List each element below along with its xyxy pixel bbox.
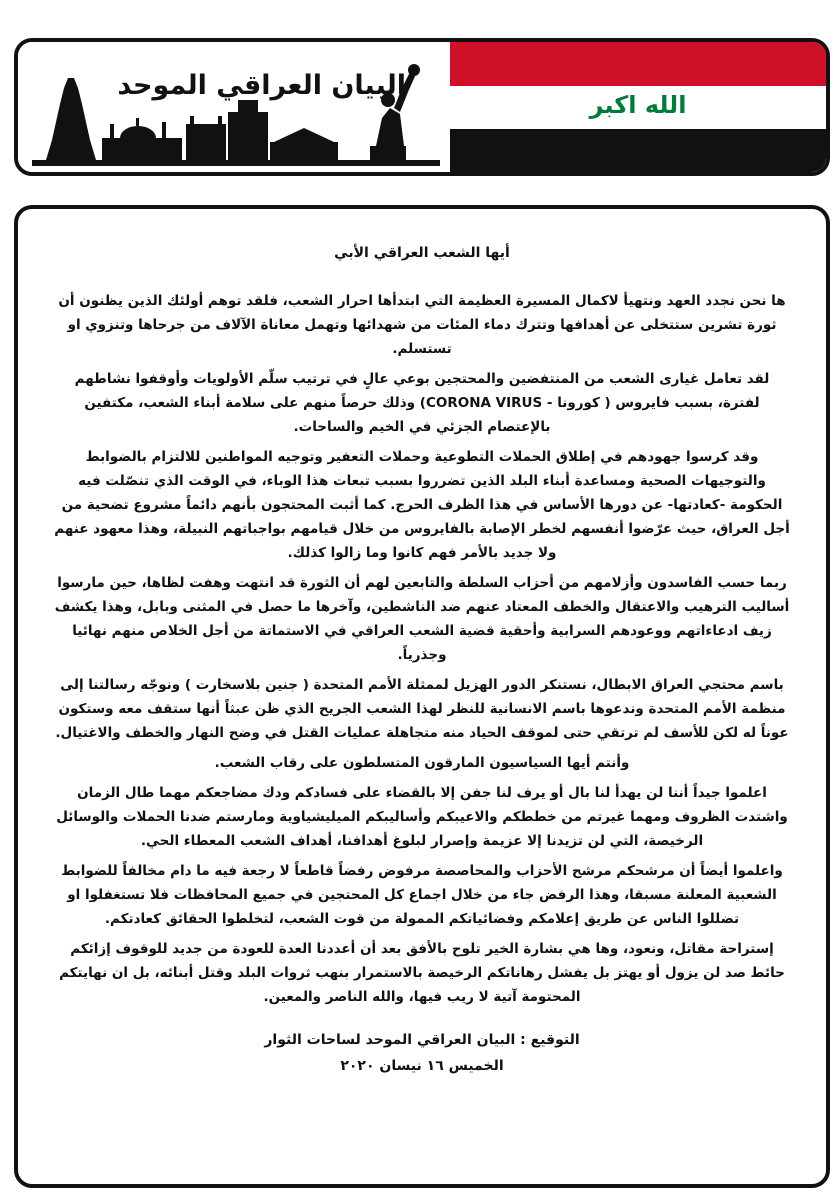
flag-white-stripe: [450, 86, 826, 129]
skyline-silhouette: [18, 42, 450, 172]
statement-date: الخميس ١٦ نيسان ٢٠٢٠: [340, 1058, 504, 1074]
statement-paragraph: وقد كرسوا جهودهم في إطلاق الحملات التطوعية وحملات التعفير وتوجيه المواطنين للالتزام بالضوابط والتوجيهات الصحية ومساعدة أبناء البلد الذين تضرروا بسبب تبعات هذا الوباء، في الوقت الذي تنصّلت فيه الحكومة -كعادتها- عن دورها الأساس في هذا الظرف الحرج. كما أثبت المحتجون بأنهم دائماً مشروع تضحية من أجل العراق، حيث عرّضوا أنفسهم لخطر الإصابة بالفايروس من خلال قيامهم بواجباتهم النبيلة، وهذا معهود عنهم ولا جديد بالأمر فهم كانوا وما زالوا كذلك.: [54, 449, 790, 561]
flag-takbir-text: الله اكبر: [589, 91, 687, 119]
statement-frame: [14, 205, 830, 1188]
statement-paragraph: واعلموا أيضاً أن مرشحكم مرشح الأحزاب والمحاصصة مرفوض رفضاً قاطعاً لا رجعة فيه ما دام مخالفاً للضوابط الشعبية المعلنة مسبقا، وهذا الرفض جاء من خلال اجماع كل المحتجين في جميع المحافظات فلا تستغفلوا او تضللوا الناس عن طريق إعلامكم وفضائياتكم الممولة من قوت الشعب، لتخلطوا الحقائق كعادتكم.: [61, 863, 783, 927]
banner-title: البيان العراقي الموحد: [117, 70, 406, 101]
statement-paragraph: باسم محتجي العراق الابطال، نستنكر الدور الهزيل لممثلة الأمم المتحدة ( جنين بلاسخارت ) ونوجّه رسالتنا إلى منظمة الأمم المتحدة وندعوها باسم الانسانية للنظر لهذا الشعب الجريح الذي ظن عبثاً أنها ستقف معه وستكون عوناً له لكن للأسف لم ترتقي حتى لموقف الحياد منه متجاهلة عمليات القتل في وضح النهار والخطف والاغتيال.: [55, 677, 789, 741]
signature-block: [52, 1027, 792, 1079]
statement-paragraph: لقد تعامل غيارى الشعب من المنتفضين والمحتجين بوعي عالٍ في ترتيب سلّم الأولويات وأوقفوا نشاطهم لفترة، بسبب فايروس ( كورونا - CORONA VIRUS) وذلك حرصاً منهم على سلامة أبناء الشعب، مكتفين بالإعتصام الجزئي في الخيم والساحات.: [74, 371, 770, 435]
statement-paragraph: ها نحن نجدد العهد ونتهيأ لاكمال المسيرة العظيمة التي ابتدأها احرار الشعب، فلقد توهم أولئك الذين يظنون أن ثورة تشرين ستتخلى عن أهدافها وتترك دماء المئات من شهدائها وتهمل معاناة الآلاف من جرحاها وتنزوي او تستسلم.: [58, 293, 786, 357]
statement-paragraph: اعلموا جيداً أننا لن يهدأ لنا بال أو يرف لنا جفن إلا بالقضاء على فسادكم ودك مضاجعكم مهما طال الزمان واشتدت الظروف ومهما غيرتم من خططكم والاعيبكم وأساليبكم الميليشياوية ومارستم ضدنا الحملات والوسائل الرخيصة، التي لن تزيدنا إلا عزيمة وإصرار لبلوغ أهدافنا، أهداف الشعب المعطاء الحي.: [56, 785, 788, 849]
statement-paragraph: وأنتم أيها السياسيون المارقون المتسلطون على رقاب الشعب.: [214, 755, 630, 771]
statement-body: [52, 241, 792, 1079]
iraq-flag: [450, 42, 826, 172]
flag-red-stripe: [450, 42, 826, 86]
statement-paragraph: ربما حسب الفاسدون وأزلامهم من أحزاب السلطة والتابعين لهم أن الثورة قد انتهت وهفت لظاها، حين مارسوا أساليب الترهيب والاعتقال والخطف المعتاد عنهم ضد الناشطين، وآخرها ما حصل في المثنى وبابل، وهذا يكشف زيف ادعاءاتهم ووعودهم السرابية وأحقية قضية الشعب العراقي في الاستماتة من أجل الخلاص منهم نهائيا وجذرياً.: [54, 575, 790, 663]
statement-paragraph: إستراحة مقاتل، ونعود، وها هي بشارة الخير تلوح بالأفق بعد أن أعددنا العدة للعودة من جديد للوقوف إزائكم حائط صد لن يزول أو يهتز بل يفشل رهاناتكم الرخيصة بالاستمرار بنهب ثروات البلد وقتل أبنائه، بل ان نهايتكم المحتومة آتية لا ريب فيها، والله الناصر والمعين.: [59, 941, 785, 1005]
header-banner: [14, 38, 830, 176]
logo-banner: [18, 42, 450, 172]
statement-greeting: أيها الشعب العراقي الأبي: [334, 245, 510, 261]
signature-line: التوقيع : البيان العراقي الموحد لساحات الثوار: [264, 1032, 580, 1048]
flag-black-stripe: [450, 129, 826, 172]
